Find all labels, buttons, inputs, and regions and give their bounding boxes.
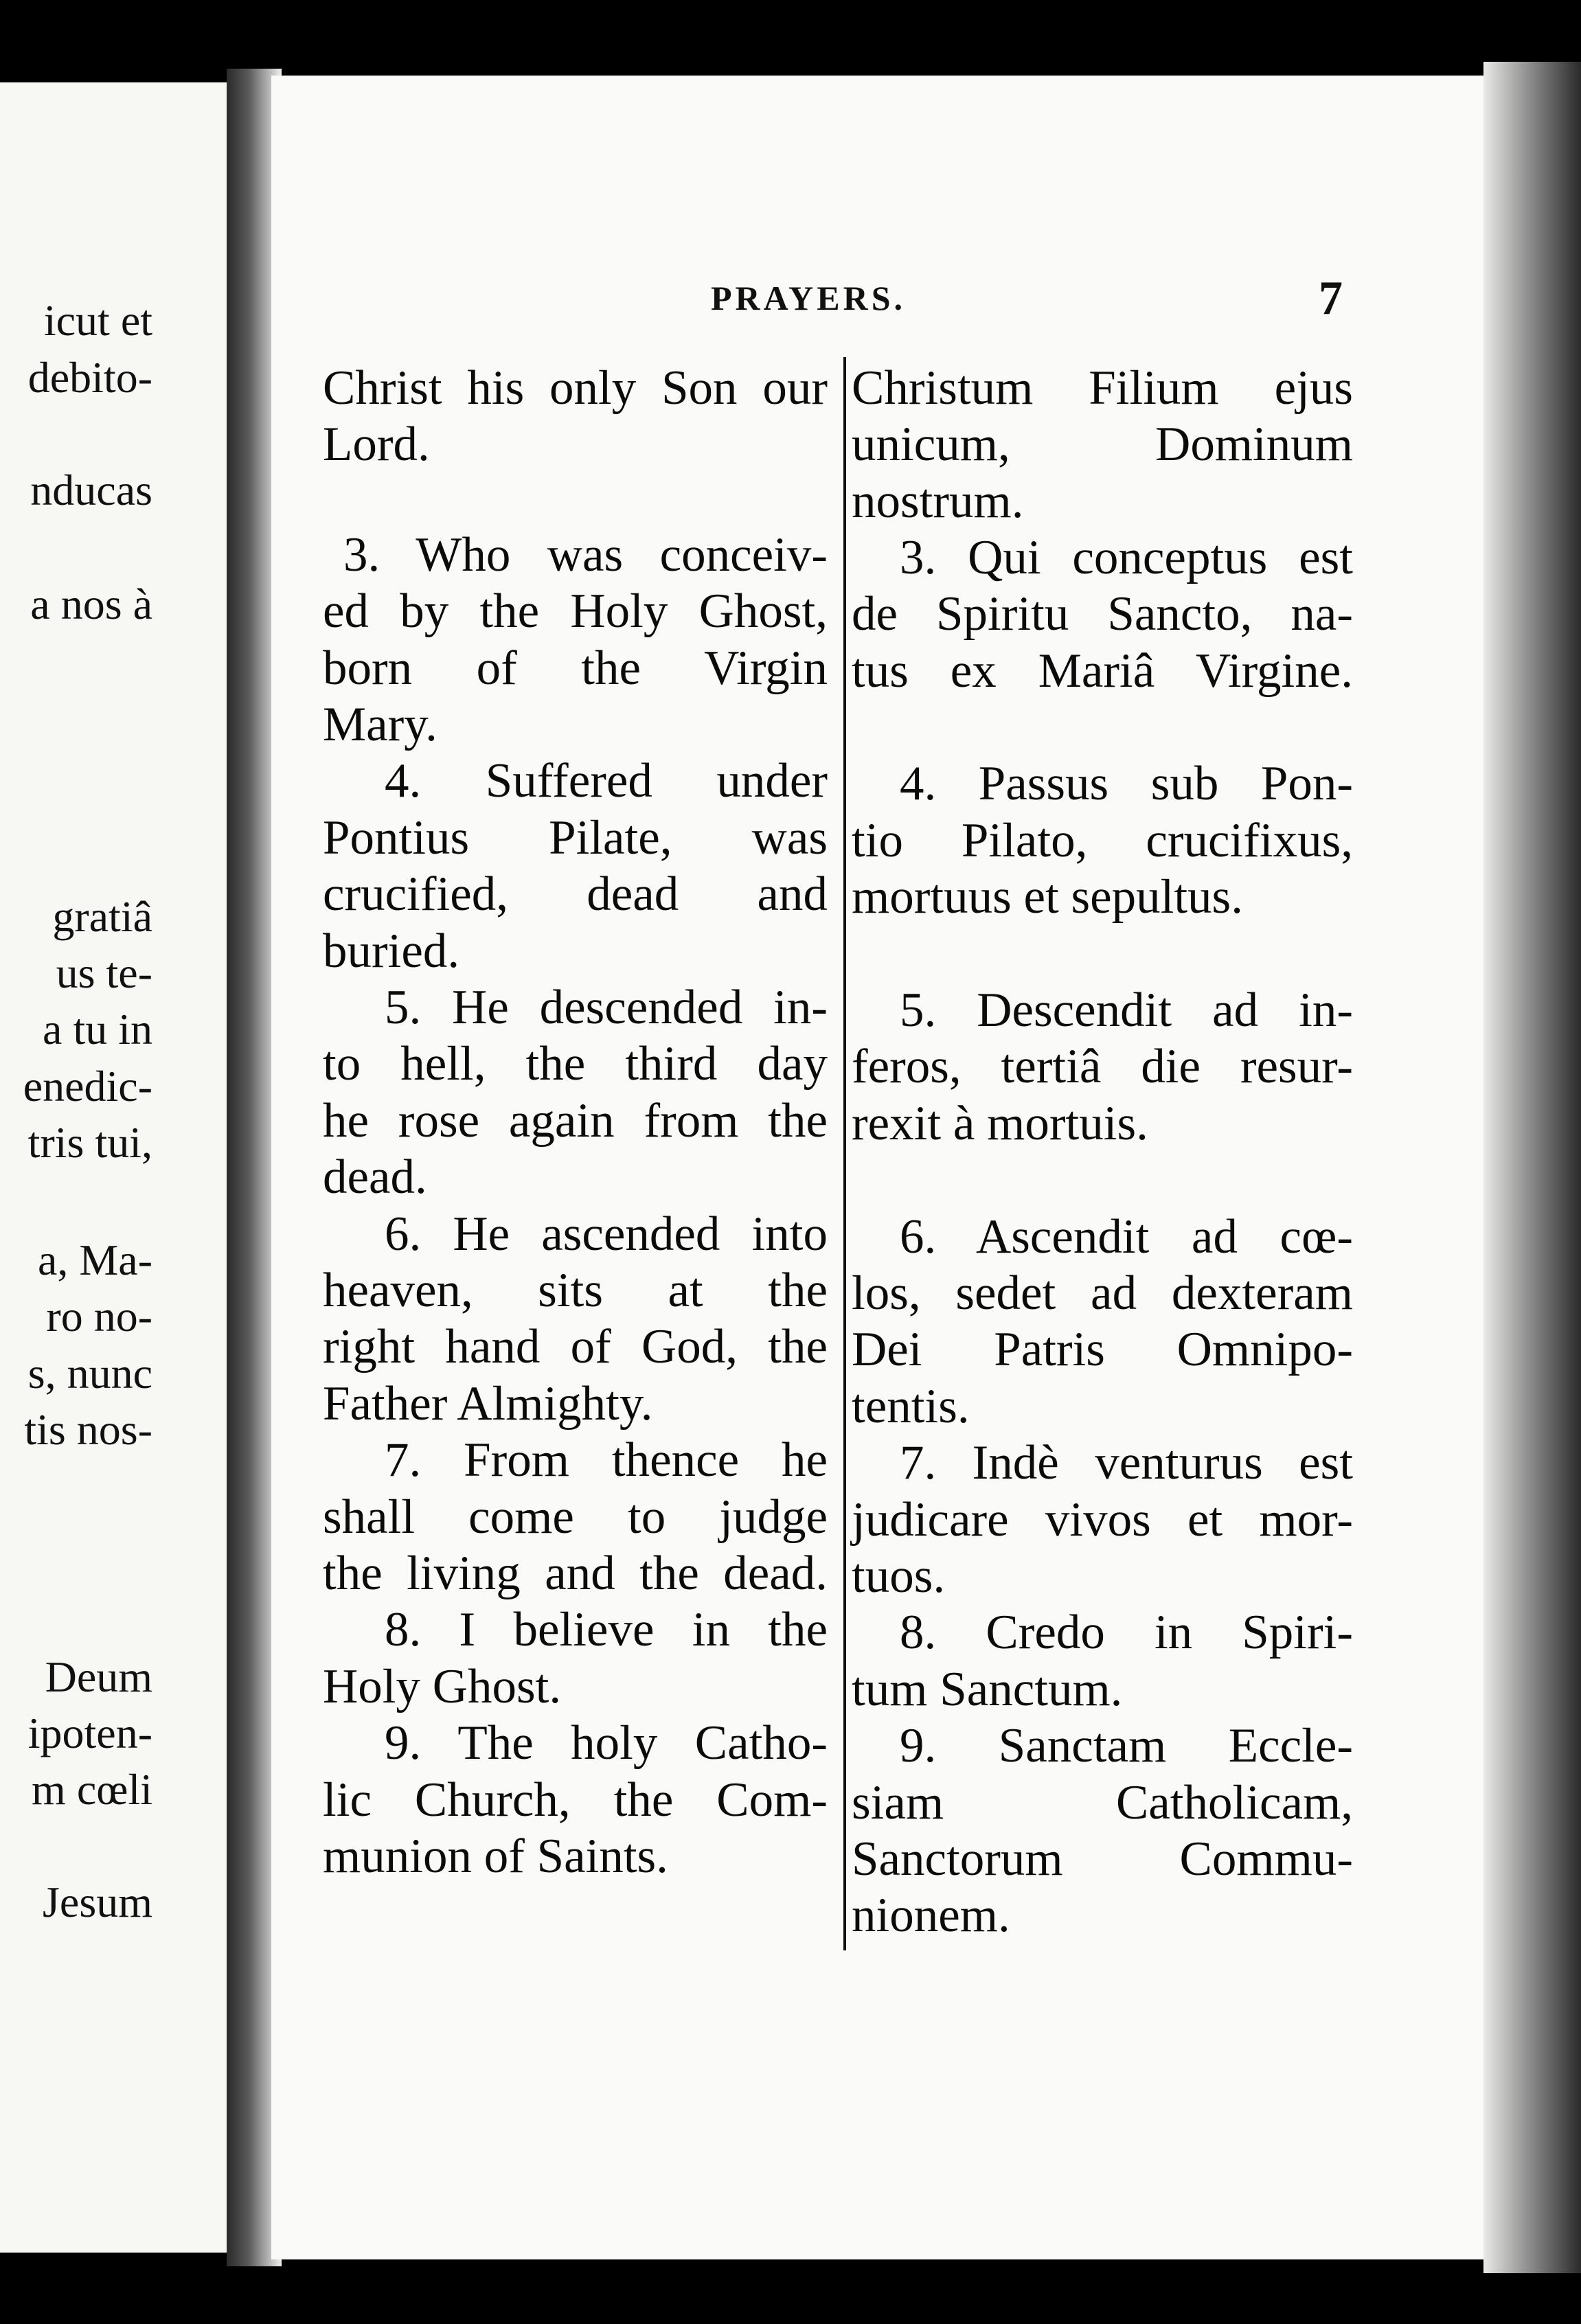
english-line: right hand of God, the — [323, 1320, 828, 1374]
latin-line: Dei Patris Omnipo- — [852, 1323, 1353, 1376]
latin-line: tum Sanctum. — [852, 1663, 1123, 1716]
latin-line: rexit à mortuis. — [852, 1097, 1148, 1150]
running-head: PRAYERS. — [711, 279, 907, 317]
previous-page-line: tis nos- — [24, 1405, 152, 1454]
english-line: munion of Saints. — [323, 1830, 668, 1883]
latin-line: 8. Credo in Spiri- — [900, 1606, 1353, 1659]
latin-line: unicum, Dominum — [852, 418, 1353, 471]
latin-line: 9. Sanctam Eccle- — [900, 1719, 1353, 1773]
page-edge — [1483, 62, 1581, 2273]
english-line: Pontius Pilate, was — [323, 811, 828, 865]
english-line: Lord. — [323, 418, 430, 471]
previous-page-line: tris tui, — [27, 1118, 152, 1167]
english-line: Father Almighty. — [323, 1377, 653, 1431]
latin-line: 7. Indè venturus est — [900, 1436, 1353, 1490]
english-line: ed by the Holy Ghost, — [323, 584, 828, 638]
english-line: to hell, the third day — [323, 1037, 828, 1091]
latin-line: tus ex Mariâ Virgine. — [852, 644, 1353, 698]
latin-line: Sanctorum Commu- — [852, 1832, 1353, 1886]
previous-page-line: ro no- — [46, 1292, 152, 1341]
latin-line: tio Pilato, crucifixus, — [852, 814, 1353, 867]
english-line: heaven, sits at the — [323, 1264, 828, 1317]
english-line: Christ his only Son our — [323, 361, 828, 415]
previous-page-line: a, Ma- — [37, 1235, 152, 1284]
english-line: crucified, dead and — [323, 867, 828, 921]
previous-page-line: m cœli — [32, 1765, 152, 1814]
previous-page-line: nducas — [30, 466, 152, 514]
previous-page-line: gratiâ — [52, 892, 152, 941]
english-line: 8. I believe in the — [385, 1603, 828, 1656]
english-line: he rose again from the — [323, 1094, 828, 1148]
english-line: buried. — [323, 924, 460, 978]
previous-page-line: icut et — [43, 296, 152, 345]
latin-line: siam Catholicam, — [852, 1776, 1353, 1830]
english-line: 6. He ascended into — [385, 1207, 828, 1261]
previous-page-line: Deum — [45, 1652, 152, 1701]
previous-page-line: ipoten- — [27, 1709, 152, 1757]
latin-line: tentis. — [852, 1380, 970, 1433]
previous-page-line: a nos à — [30, 580, 152, 628]
english-line: Mary. — [323, 698, 437, 751]
previous-page-line: us te- — [56, 948, 152, 997]
latin-line: nostrum. — [852, 475, 1024, 528]
previous-page-fragment — [0, 82, 227, 2253]
column-rule — [843, 357, 846, 1950]
latin-line: tuos. — [852, 1549, 946, 1603]
english-line: shall come to judge — [323, 1490, 828, 1544]
previous-page-line: a tu in — [43, 1005, 152, 1053]
english-line: 3. Who was conceiv- — [343, 528, 828, 582]
latin-line: nionem. — [852, 1889, 1010, 1942]
latin-line: feros, tertiâ die resur- — [852, 1040, 1353, 1093]
english-line: Holy Ghost. — [323, 1660, 562, 1713]
english-line: 7. From thence he — [385, 1433, 828, 1487]
english-line: 5. He descended in- — [385, 981, 828, 1034]
english-line: dead. — [323, 1150, 427, 1204]
previous-page-line: Jesum — [43, 1878, 152, 1926]
previous-page-line: s, nunc — [27, 1349, 152, 1398]
previous-page-line: enedic- — [23, 1062, 152, 1110]
latin-line: 3. Qui conceptus est — [900, 531, 1353, 584]
english-line: 9. The holy Catho- — [385, 1716, 828, 1770]
english-line: born of the Virgin — [323, 641, 828, 695]
latin-line: judicare vivos et mor- — [852, 1493, 1353, 1547]
previous-page-line: debito- — [27, 353, 152, 402]
latin-line: los, sedet ad dexteram — [852, 1266, 1353, 1320]
page-number: 7 — [1319, 272, 1343, 325]
latin-line: Christum Filium ejus — [852, 361, 1353, 415]
latin-line: de Spiritu Sancto, na- — [852, 587, 1353, 641]
latin-line: mortuus et sepultus. — [852, 870, 1243, 924]
english-line: 4. Suffered under — [385, 754, 828, 808]
latin-line: 5. Descendit ad in- — [900, 983, 1353, 1037]
english-line: lic Church, the Com- — [323, 1773, 828, 1827]
english-line: the living and the dead. — [323, 1547, 828, 1600]
latin-line: 4. Passus sub Pon- — [900, 757, 1353, 810]
latin-line: 6. Ascendit ad cœ- — [900, 1210, 1353, 1264]
